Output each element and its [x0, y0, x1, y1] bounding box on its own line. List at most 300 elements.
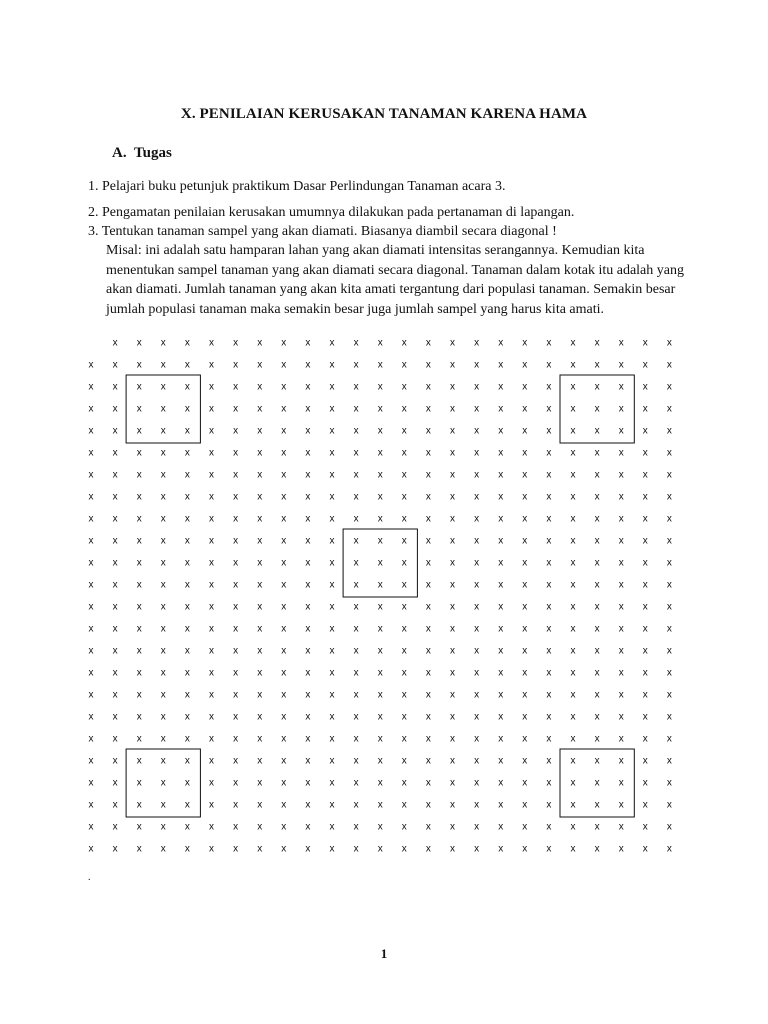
plant-mark: x: [136, 711, 142, 723]
plant-mark: x: [546, 425, 552, 437]
sample-box-4: [126, 749, 200, 817]
plant-mark: x: [594, 645, 600, 657]
plant-mark: x: [184, 425, 190, 437]
plant-mark: x: [353, 579, 359, 591]
plant-mark: x: [450, 821, 455, 833]
plant-mark: x: [88, 513, 94, 525]
plant-mark: x: [233, 777, 239, 789]
sample-box-5: [560, 749, 634, 817]
plant-mark: x: [570, 579, 576, 591]
plant-mark: x: [88, 381, 94, 393]
plant-mark: x: [546, 513, 552, 525]
plant-mark: x: [88, 425, 94, 437]
plant-mark: x: [257, 535, 263, 547]
plant-mark: x: [377, 777, 383, 789]
plant-mark: x: [594, 689, 600, 701]
plant-mark: x: [522, 601, 528, 613]
plant-mark: x: [642, 381, 648, 393]
plant-mark: x: [329, 535, 335, 547]
plant-mark: x: [546, 579, 552, 591]
plant-mark: x: [642, 755, 648, 767]
plant-mark: x: [618, 469, 624, 481]
plant-mark: x: [353, 601, 359, 613]
plant-mark: x: [618, 667, 624, 679]
plant-mark: x: [618, 645, 624, 657]
plant-mark: x: [112, 689, 118, 701]
plant-mark: x: [184, 579, 190, 591]
plant-mark: x: [642, 579, 648, 591]
plant-mark: x: [522, 623, 528, 635]
plant-mark: x: [136, 491, 142, 503]
plant-mark: x: [401, 359, 407, 371]
plant-mark: x: [377, 623, 383, 635]
plant-mark: x: [209, 469, 214, 481]
plant-mark: x: [618, 601, 624, 613]
plant-mark: x: [498, 645, 504, 657]
plant-mark: x: [570, 755, 576, 767]
plant-mark: x: [425, 425, 431, 437]
plant-mark: x: [666, 689, 672, 701]
plant-mark: x: [498, 337, 504, 349]
plant-mark: x: [474, 535, 480, 547]
plant-mark: x: [112, 535, 118, 547]
plant-mark: x: [329, 403, 335, 415]
plant-mark: x: [160, 425, 166, 437]
plant-mark: x: [450, 579, 455, 591]
plant-mark: x: [233, 513, 239, 525]
plant-mark: x: [522, 821, 528, 833]
plant-mark: x: [353, 403, 359, 415]
plant-mark: x: [425, 447, 431, 459]
plant-mark: x: [377, 843, 383, 855]
plant-mark: x: [233, 491, 239, 503]
plant-mark: x: [233, 557, 239, 569]
plant-mark: x: [594, 667, 600, 679]
plant-mark: x: [570, 491, 576, 503]
plant-mark: x: [642, 689, 648, 701]
plant-mark: x: [450, 337, 455, 349]
plant-mark: x: [594, 557, 600, 569]
plant-mark: x: [184, 843, 190, 855]
plant-mark: x: [666, 623, 672, 635]
plant-mark: x: [257, 667, 263, 679]
plant-mark: x: [353, 623, 359, 635]
plant-mark: x: [570, 469, 576, 481]
plant-mark: x: [112, 359, 118, 371]
plant-mark: x: [425, 821, 431, 833]
plant-mark: x: [642, 843, 648, 855]
plant-mark: x: [618, 777, 624, 789]
plant-mark: x: [546, 601, 552, 613]
plant-mark: x: [377, 755, 383, 767]
plant-mark: x: [594, 513, 600, 525]
plant-mark: x: [257, 821, 263, 833]
plant-mark: x: [522, 469, 528, 481]
plant-mark: x: [305, 645, 311, 657]
plant-mark: x: [160, 645, 166, 657]
plant-mark: x: [522, 447, 528, 459]
plant-mark: x: [377, 535, 383, 547]
plant-mark: x: [353, 755, 359, 767]
plant-mark: x: [642, 469, 648, 481]
plant-mark: x: [618, 689, 624, 701]
plant-mark: x: [329, 733, 335, 745]
plant-mark: x: [377, 469, 383, 481]
plant-mark: x: [401, 601, 407, 613]
plant-mark: x: [233, 645, 239, 657]
plant-mark: x: [329, 381, 335, 393]
plant-mark: x: [305, 337, 311, 349]
plant-mark: x: [474, 711, 480, 723]
plant-mark: x: [450, 535, 455, 547]
plant-mark: x: [474, 821, 480, 833]
plant-mark: x: [474, 799, 480, 811]
plant-mark: x: [425, 579, 431, 591]
section-number: A.: [112, 145, 127, 161]
plant-mark: x: [88, 821, 94, 833]
plant-mark: x: [498, 469, 504, 481]
plant-mark: x: [425, 777, 431, 789]
plant-mark: x: [305, 623, 311, 635]
plant-mark: x: [570, 381, 576, 393]
section-label: Tugas: [134, 145, 172, 161]
plant-mark: x: [474, 513, 480, 525]
plant-mark: x: [353, 557, 359, 569]
plant-mark: x: [401, 469, 407, 481]
plant-mark: x: [401, 821, 407, 833]
plant-mark: x: [377, 425, 383, 437]
plant-mark: x: [112, 403, 118, 415]
plant-mark: x: [136, 733, 142, 745]
plant-mark: x: [377, 513, 383, 525]
plant-mark: x: [136, 447, 142, 459]
plant-mark: x: [666, 645, 672, 657]
plant-mark: x: [184, 667, 190, 679]
plant-mark: x: [329, 777, 335, 789]
plant-mark: x: [305, 667, 311, 679]
plant-mark: x: [136, 645, 142, 657]
plant-mark: x: [281, 359, 287, 371]
plant-mark: x: [522, 403, 528, 415]
sample-box-1: [126, 375, 200, 443]
plant-mark: x: [184, 337, 190, 349]
plant-mark: x: [329, 337, 335, 349]
plant-mark: x: [377, 689, 383, 701]
plant-mark: x: [425, 667, 431, 679]
plant-mark: x: [498, 557, 504, 569]
plant-mark: x: [281, 623, 287, 635]
plant-mark: x: [594, 733, 600, 745]
plant-mark: x: [425, 403, 431, 415]
plant-mark: x: [353, 821, 359, 833]
plant-mark: x: [112, 623, 118, 635]
plant-mark: x: [546, 645, 552, 657]
plant-mark: x: [474, 645, 480, 657]
plant-mark: x: [666, 755, 672, 767]
plant-mark: x: [425, 711, 431, 723]
plant-mark: x: [88, 689, 94, 701]
plant-mark: x: [329, 359, 335, 371]
plant-mark: x: [257, 557, 263, 569]
plant-mark: x: [546, 711, 552, 723]
plant-mark: x: [642, 359, 648, 371]
plant-mark: x: [666, 799, 672, 811]
plant-mark: x: [160, 601, 166, 613]
plant-mark: x: [209, 711, 214, 723]
plant-mark: x: [474, 337, 480, 349]
plant-mark: x: [522, 579, 528, 591]
plant-mark: x: [160, 623, 166, 635]
plant-mark: x: [305, 557, 311, 569]
plant-mark: x: [666, 337, 672, 349]
plant-mark: x: [522, 513, 528, 525]
plant-mark: x: [377, 667, 383, 679]
plant-mark: x: [498, 381, 504, 393]
plant-mark: x: [450, 425, 455, 437]
plant-mark: x: [233, 601, 239, 613]
plant-mark: x: [642, 667, 648, 679]
plant-mark: x: [546, 337, 552, 349]
plant-mark: x: [666, 535, 672, 547]
plant-mark: x: [594, 381, 600, 393]
plant-mark: x: [209, 381, 214, 393]
plant-mark: x: [377, 403, 383, 415]
plant-mark: x: [377, 381, 383, 393]
plant-mark: x: [546, 623, 552, 635]
plant-mark: x: [498, 667, 504, 679]
plant-mark: x: [401, 799, 407, 811]
plant-mark: x: [209, 535, 214, 547]
plant-mark: x: [305, 359, 311, 371]
plant-mark: x: [618, 337, 624, 349]
plant-mark: x: [401, 755, 407, 767]
plant-mark: x: [112, 491, 118, 503]
plant-mark: x: [546, 821, 552, 833]
plant-mark: x: [136, 579, 142, 591]
plant-mark: x: [522, 359, 528, 371]
plant-mark: x: [353, 535, 359, 547]
plant-mark: x: [498, 579, 504, 591]
plant-mark: x: [136, 513, 142, 525]
plant-mark: x: [546, 469, 552, 481]
plant-mark: x: [353, 689, 359, 701]
plant-mark: x: [281, 843, 287, 855]
plant-mark: x: [474, 447, 480, 459]
plant-mark: x: [160, 821, 166, 833]
plant-mark: x: [570, 711, 576, 723]
plant-mark: x: [450, 755, 455, 767]
plant-mark: x: [184, 733, 190, 745]
plant-mark: x: [112, 381, 118, 393]
plant-mark: x: [209, 447, 214, 459]
plant-mark: x: [450, 513, 455, 525]
plant-mark: x: [425, 557, 431, 569]
plant-mark: x: [546, 447, 552, 459]
plant-mark: x: [425, 359, 431, 371]
plant-mark: x: [112, 777, 118, 789]
plant-mark: x: [184, 491, 190, 503]
plant-mark: x: [88, 557, 94, 569]
plant-mark: x: [257, 513, 263, 525]
plant-mark: x: [329, 711, 335, 723]
plant-mark: x: [160, 447, 166, 459]
plant-mark: x: [618, 755, 624, 767]
plant-mark: x: [450, 381, 455, 393]
plant-mark: x: [88, 469, 94, 481]
plant-mark: x: [377, 645, 383, 657]
plant-mark: x: [353, 711, 359, 723]
plant-mark: x: [401, 843, 407, 855]
plant-mark: x: [281, 799, 287, 811]
plant-mark: x: [233, 381, 239, 393]
plant-mark: x: [233, 403, 239, 415]
plant-mark: x: [546, 733, 552, 745]
plant-mark: x: [112, 843, 118, 855]
plant-mark: x: [233, 579, 239, 591]
plant-mark: x: [353, 667, 359, 679]
plant-mark: x: [112, 579, 118, 591]
plant-mark: x: [233, 535, 239, 547]
task-item-2: 2. Pengamatan penilaian kerusakan umumnya dilakukan pada pertanaman di lapangan.: [88, 205, 575, 220]
plant-mark: x: [377, 821, 383, 833]
plant-mark: x: [160, 843, 166, 855]
plant-mark: x: [642, 557, 648, 569]
plant-mark: x: [570, 403, 576, 415]
plant-mark: x: [112, 667, 118, 679]
plant-mark: x: [353, 337, 359, 349]
plant-mark: x: [281, 777, 287, 789]
plant-mark: x: [570, 623, 576, 635]
plant-mark: x: [136, 689, 142, 701]
plant-mark: x: [570, 557, 576, 569]
plant-mark: x: [522, 337, 528, 349]
plant-mark: x: [160, 403, 166, 415]
plant-mark: x: [160, 513, 166, 525]
plant-mark: x: [112, 557, 118, 569]
plant-mark: x: [450, 843, 455, 855]
plant-mark: x: [184, 381, 190, 393]
plant-mark: x: [570, 359, 576, 371]
plant-mark: x: [329, 579, 335, 591]
plant-mark: x: [209, 601, 214, 613]
plant-mark: x: [546, 491, 552, 503]
plant-mark: x: [642, 601, 648, 613]
plant-mark: x: [425, 491, 431, 503]
plant-mark: x: [522, 843, 528, 855]
plant-mark: x: [450, 601, 455, 613]
plant-mark: x: [353, 469, 359, 481]
plant-mark: x: [329, 821, 335, 833]
plant-mark: x: [450, 689, 455, 701]
plant-mark: x: [209, 359, 214, 371]
plant-mark: x: [546, 799, 552, 811]
plant-mark: x: [618, 733, 624, 745]
plant-mark: x: [642, 623, 648, 635]
plant-mark: x: [353, 733, 359, 745]
plant-mark: x: [666, 667, 672, 679]
plant-mark: x: [425, 755, 431, 767]
plant-mark: x: [425, 799, 431, 811]
plant-mark: x: [88, 535, 94, 547]
plant-mark: x: [474, 403, 480, 415]
plant-mark: x: [666, 711, 672, 723]
plant-mark: x: [377, 337, 383, 349]
plant-mark: x: [522, 755, 528, 767]
plant-mark: x: [184, 359, 190, 371]
plant-mark: x: [353, 645, 359, 657]
plant-mark: x: [498, 601, 504, 613]
trailing-mark: .: [88, 872, 91, 883]
plant-mark: x: [425, 469, 431, 481]
plant-mark: x: [618, 447, 624, 459]
plant-mark: x: [329, 491, 335, 503]
plant-mark: x: [233, 425, 239, 437]
plant-mark: x: [257, 403, 263, 415]
plant-mark: x: [136, 381, 142, 393]
section-heading: [112, 145, 172, 162]
plant-mark: x: [594, 601, 600, 613]
plant-mark: x: [498, 623, 504, 635]
plant-mark: x: [257, 579, 263, 591]
plant-mark: x: [377, 579, 383, 591]
plant-mark: x: [88, 359, 94, 371]
plant-mark: x: [88, 777, 94, 789]
plant-mark: x: [209, 645, 214, 657]
plant-mark: x: [377, 557, 383, 569]
plant-mark: x: [184, 623, 190, 635]
plant-mark: x: [112, 755, 118, 767]
plant-mark: x: [88, 843, 94, 855]
plant-mark: x: [618, 623, 624, 635]
plant-mark: x: [522, 777, 528, 789]
plant-mark: x: [401, 711, 407, 723]
plant-mark: x: [160, 667, 166, 679]
plant-mark: x: [160, 381, 166, 393]
plant-mark: x: [594, 491, 600, 503]
plant-mark: x: [184, 469, 190, 481]
plant-mark: x: [209, 843, 214, 855]
plant-mark: x: [281, 403, 287, 415]
plant-mark: x: [136, 667, 142, 679]
plant-mark: x: [594, 843, 600, 855]
plant-mark: x: [329, 667, 335, 679]
plant-mark: x: [112, 799, 118, 811]
plant-mark: x: [281, 645, 287, 657]
plant-mark: x: [184, 821, 190, 833]
plant-mark: x: [281, 337, 287, 349]
plant-mark: x: [570, 821, 576, 833]
plant-mark: x: [450, 777, 455, 789]
plant-mark: x: [257, 337, 263, 349]
plant-mark: x: [160, 755, 166, 767]
plant-mark: x: [160, 579, 166, 591]
plant-mark: x: [233, 821, 239, 833]
plant-mark: x: [594, 447, 600, 459]
plant-mark: x: [160, 557, 166, 569]
plant-mark: x: [257, 381, 263, 393]
plant-mark: x: [136, 403, 142, 415]
plant-mark: x: [401, 491, 407, 503]
plant-mark: x: [257, 491, 263, 503]
plant-mark: x: [666, 469, 672, 481]
plant-mark: x: [377, 359, 383, 371]
plant-mark: x: [209, 425, 214, 437]
plant-mark: x: [136, 337, 142, 349]
plant-mark: x: [184, 777, 190, 789]
plant-mark: x: [618, 843, 624, 855]
plant-mark: x: [209, 337, 214, 349]
plant-mark: x: [281, 425, 287, 437]
